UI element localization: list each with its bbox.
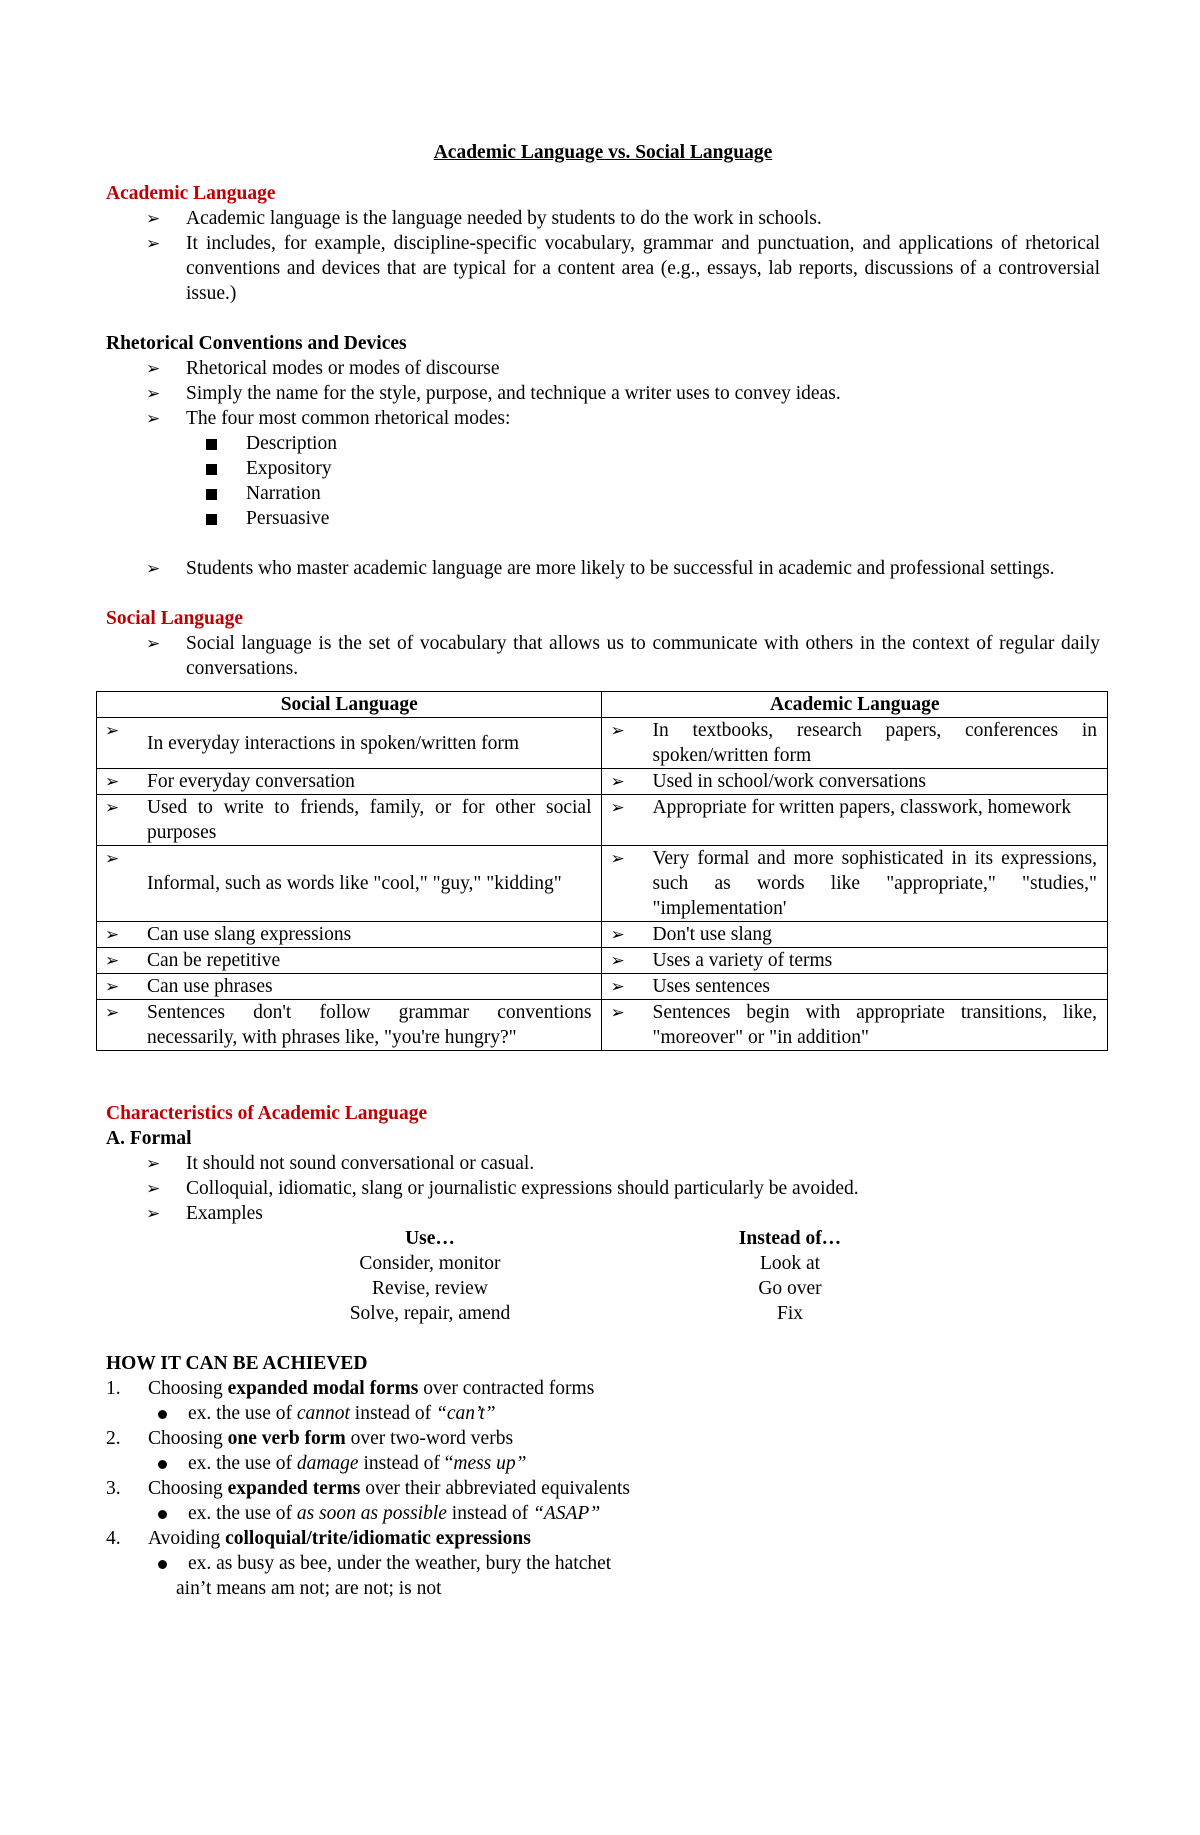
example-use-cell: Consider, monitor: [359, 1253, 501, 1274]
table-cell: ➢ Used in school/work conversations: [602, 769, 1108, 795]
examples-table: [250, 1226, 1100, 1326]
arrow-bullet-icon: ➢: [610, 925, 625, 944]
rhetorical-list: [106, 356, 1100, 531]
mode-item: Persuasive: [246, 506, 1100, 531]
arrow-bullet-icon: ➢: [105, 849, 120, 868]
arrow-bullet-icon: ➢: [146, 559, 161, 578]
table-cell: ➢ Informal, such as words like "cool," "guy," "kidding": [97, 846, 602, 922]
how-item: 4. Avoiding colloquial/trite/idiomatic expressions ex. as busy as bee, under the weather, bury the hatchet ain’t means am not; are not; is not: [148, 1526, 1100, 1601]
how-heading: HOW IT CAN BE ACHIEVED: [106, 1353, 368, 1374]
academic-language-list: [106, 206, 1100, 306]
table-cell: ➢ Used to write to friends, family, or for other social purposes: [97, 795, 602, 846]
characteristics-heading: Characteristics of Academic Language: [106, 1103, 428, 1124]
rhetorical-heading: Rhetorical Conventions and Devices: [106, 333, 407, 354]
list-item: ➢ Examples: [146, 1203, 263, 1224]
example-item: ex. as busy as bee, under the weather, bury the hatchet: [188, 1551, 1100, 1576]
arrow-bullet-icon: ➢: [610, 721, 625, 740]
arrow-bullet-icon: ➢: [105, 721, 120, 740]
mode-item: Expository: [246, 456, 1100, 481]
square-bullet-icon: [206, 489, 217, 500]
social-language-heading: Social Language: [106, 608, 244, 629]
arrow-bullet-icon: ➢: [105, 951, 120, 970]
list-item: ➢ Students who master academic language are more likely to be successful in academic and professional settings.: [146, 558, 1055, 579]
example-list: [148, 1501, 1100, 1526]
table-row: [97, 948, 1108, 974]
list-item: ➢ Academic language is the language needed by students to do the work in schools.: [146, 208, 822, 229]
table-cell: ➢ Sentences don't follow grammar conventions necessarily, with phrases like, "you're hungry?": [97, 1000, 602, 1051]
academic-language-heading: Academic Language: [106, 183, 276, 204]
table-cell: ➢ Uses a variety of terms: [602, 948, 1108, 974]
arrow-bullet-icon: ➢: [105, 772, 120, 791]
formal-subheading: A. Formal: [106, 1128, 192, 1149]
arrow-bullet-icon: ➢: [610, 772, 625, 791]
arrow-bullet-icon: ➢: [610, 951, 625, 970]
list-item: ➢ It includes, for example, discipline-specific vocabulary, grammar and punctuation, and applications of rhetorical conventions and devices that are typical for a content area (e.g., essays, lab reports, discussions of a controversial issue.): [146, 233, 1100, 304]
list-item: ➢ The four most common rhetorical modes: Description Expository Narration Persuasive: [186, 406, 1100, 531]
table-cell: ➢ Can use slang expressions: [97, 922, 602, 948]
example-list: [148, 1401, 1100, 1426]
list-item: ➢ Rhetorical modes or modes of discourse: [146, 358, 500, 379]
column-header-academic: Academic Language: [602, 692, 1108, 718]
table-header-row: [97, 692, 1108, 718]
table-row: [97, 795, 1108, 846]
example-instead-cell: Go over: [758, 1278, 822, 1299]
formal-list: [106, 1151, 1100, 1226]
arrow-bullet-icon: ➢: [146, 634, 161, 653]
how-list: [106, 1376, 1100, 1601]
example-instead-cell: Fix: [776, 1303, 803, 1324]
how-item: 1. Choosing expanded modal forms over contracted forms ex. the use of cannot instead of “can’t”: [148, 1376, 1100, 1426]
example-list: [148, 1551, 1100, 1576]
table-cell: ➢ Don't use slang: [602, 922, 1108, 948]
examples-use-header: Use…: [405, 1228, 455, 1249]
table-cell: ➢ In textbooks, research papers, conferences in spoken/written form: [602, 718, 1108, 769]
arrow-bullet-icon: ➢: [105, 798, 120, 817]
table-cell: ➢ Sentences begin with appropriate transitions, like, "moreover" or "in addition": [602, 1000, 1108, 1051]
example-item: ex. the use of as soon as possible instead of “ASAP”: [188, 1501, 1100, 1526]
list-item: ➢ Colloquial, idiomatic, slang or journalistic expressions should particularly be avoided.: [146, 1178, 859, 1199]
extra-note: ain’t means am not; are not; is not: [176, 1578, 442, 1599]
how-item: 3. Choosing expanded terms over their abbreviated equivalents ex. the use of as soon as possible instead of “ASAP”: [148, 1476, 1100, 1526]
table-row: [97, 846, 1108, 922]
table-cell: ➢ Can use phrases: [97, 974, 602, 1000]
table-cell: ➢ Can be repetitive: [97, 948, 602, 974]
arrow-bullet-icon: ➢: [146, 409, 161, 428]
square-bullet-icon: [206, 514, 217, 525]
example-instead-cell: Look at: [759, 1253, 821, 1274]
arrow-bullet-icon: ➢: [610, 798, 625, 817]
document-page: [106, 140, 1100, 1601]
table-cell: ➢ Uses sentences: [602, 974, 1108, 1000]
table-row: [97, 1000, 1108, 1051]
example-item: ex. the use of cannot instead of “can’t”: [188, 1401, 1100, 1426]
table-cell: ➢ For everyday conversation: [97, 769, 602, 795]
dot-bullet-icon: [158, 1460, 167, 1469]
document-title: Academic Language vs. Social Language: [433, 142, 773, 163]
rhetorical-closing-list: [106, 556, 1100, 581]
social-language-list: [106, 631, 1100, 681]
arrow-bullet-icon: ➢: [146, 1204, 161, 1223]
column-header-social: Social Language: [97, 692, 602, 718]
arrow-bullet-icon: ➢: [146, 1179, 161, 1198]
example-use-cell: Revise, review: [372, 1278, 488, 1299]
example-list: [148, 1451, 1100, 1476]
arrow-bullet-icon: ➢: [105, 925, 120, 944]
list-item: ➢ Social language is the set of vocabulary that allows us to communicate with others in the context of regular daily conversations.: [146, 633, 1100, 679]
table-cell: ➢ Appropriate for written papers, classwork, homework: [602, 795, 1108, 846]
arrow-bullet-icon: ➢: [105, 977, 120, 996]
table-row: [97, 922, 1108, 948]
square-bullet-icon: [206, 439, 217, 450]
table-row: [97, 974, 1108, 1000]
how-item: 2. Choosing one verb form over two-word verbs ex. the use of damage instead of “mess up”: [148, 1426, 1100, 1476]
arrow-bullet-icon: ➢: [610, 977, 625, 996]
dot-bullet-icon: [158, 1410, 167, 1419]
arrow-bullet-icon: ➢: [146, 359, 161, 378]
arrow-bullet-icon: ➢: [146, 234, 161, 253]
arrow-bullet-icon: ➢: [146, 1154, 161, 1173]
arrow-bullet-icon: ➢: [146, 384, 161, 403]
arrow-bullet-icon: ➢: [105, 1003, 120, 1022]
arrow-bullet-icon: ➢: [146, 209, 161, 228]
mode-item: Narration: [246, 481, 1100, 506]
square-bullet-icon: [206, 464, 217, 475]
example-use-cell: Solve, repair, amend: [349, 1303, 511, 1324]
table-row: [97, 718, 1108, 769]
table-row: [97, 769, 1108, 795]
mode-item: Description: [246, 431, 1100, 456]
dot-bullet-icon: [158, 1560, 167, 1569]
examples-instead-header: Instead of…: [738, 1228, 842, 1249]
list-item: ➢ It should not sound conversational or casual.: [146, 1153, 535, 1174]
arrow-bullet-icon: ➢: [610, 1003, 625, 1022]
table-cell: ➢ Very formal and more sophisticated in its expressions, such as words like "appropriate," "studies," "implementation': [602, 846, 1108, 922]
table-cell: ➢ In everyday interactions in spoken/written form: [97, 718, 602, 769]
example-item: ex. the use of damage instead of “mess up”: [188, 1451, 1100, 1476]
dot-bullet-icon: [158, 1510, 167, 1519]
list-item: ➢ Simply the name for the style, purpose, and technique a writer uses to convey ideas.: [146, 383, 841, 404]
rhetorical-modes-list: [186, 431, 1100, 531]
comparison-table: [96, 691, 1108, 1051]
arrow-bullet-icon: ➢: [610, 849, 625, 868]
